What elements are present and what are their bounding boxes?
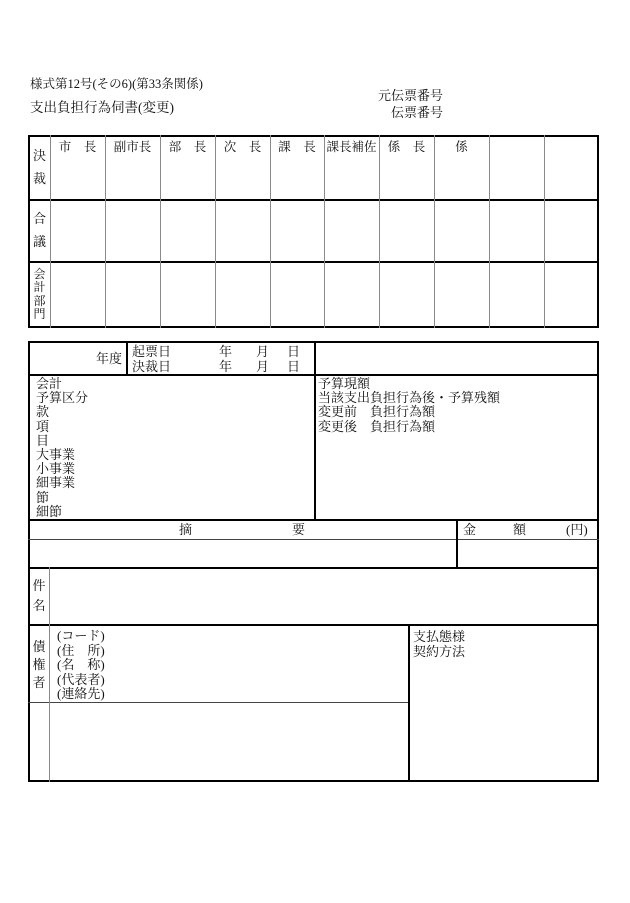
creditor-field-representative: (代表者) [57, 671, 105, 687]
amount-header-gaku: 額 [513, 522, 527, 537]
draft-date-month-label: 月 [256, 344, 270, 359]
summary-header-divider [28, 539, 599, 540]
creditor-inner-divider [28, 702, 408, 703]
approval-row-divider [28, 261, 599, 263]
amount-field-remaining-budget: 当該支出負担行為後・予算残額 [318, 390, 501, 406]
budget-field-sub-project: 細事業 [36, 475, 76, 491]
subject-row-label [29, 567, 49, 624]
approval-date-month-label: 月 [256, 359, 270, 374]
budget-field-sub-node: 細節 [36, 503, 63, 519]
creditor-field-name: (名 称) [57, 657, 105, 673]
budget-field-item: 項 [36, 418, 50, 434]
payment-field-list [413, 629, 465, 659]
consultation-row-label [29, 199, 50, 261]
col-header-unit-chief: 係 長 [387, 140, 426, 154]
col-header-deputy-mayor: 副市長 [113, 140, 152, 154]
creditor-row-label [29, 627, 49, 702]
original-slip-number-label: 元伝票番号 [378, 88, 444, 103]
draft-date-label: 起票日 [132, 344, 172, 359]
subject-row-label-text: 件名 [32, 577, 46, 613]
payment-method-label: 支払態様 [413, 629, 466, 644]
approval-row-label-text: 決裁 [33, 148, 47, 186]
approval-column-line [215, 135, 216, 328]
creditor-field-list [57, 629, 105, 702]
date-cell-divider [126, 341, 128, 374]
creditor-field-address: (住 所) [57, 642, 105, 658]
budget-field-account: 会計 [36, 376, 63, 391]
consultation-row-label-text: 合議 [33, 211, 47, 249]
form-number-label: 様式第12号(その6)(第33条関係) [30, 77, 203, 91]
summary-header-char: 摘 [178, 522, 192, 537]
subject-label-divider [49, 567, 50, 624]
creditor-field-code: (コード) [57, 628, 105, 643]
slip-number-label: 伝票番号 [391, 105, 444, 120]
form-title: 支出負担行為伺書(変更) [30, 100, 174, 115]
budget-field-object: 目 [36, 432, 50, 448]
col-header-department-head: 部 長 [168, 140, 207, 154]
budget-field-minor-project: 小事業 [36, 461, 76, 477]
accounting-dept-row-label-text: 会計部門 [33, 266, 46, 321]
approval-column-line [270, 135, 271, 328]
budget-field-major-project: 大事業 [36, 447, 76, 463]
approval-table [28, 135, 599, 328]
approval-row-divider [28, 199, 599, 201]
approval-column-line [434, 135, 435, 328]
approval-date-year-label: 年 [219, 359, 233, 374]
budget-field-budget-class: 予算区分 [36, 390, 89, 406]
approval-column-line [50, 135, 51, 328]
main-section-divider [28, 567, 599, 569]
fiscal-year-label: 年度 [95, 351, 122, 366]
draft-date-day-label: 日 [287, 344, 301, 359]
col-header-assistant-section-chief: 課長補佐 [326, 140, 377, 154]
budget-field-section: 款 [36, 404, 50, 420]
main-section-divider [28, 624, 599, 626]
approval-column-line [160, 135, 161, 328]
creditor-field-contact: (連絡先) [57, 686, 105, 702]
main-section-divider [28, 519, 599, 521]
budget-field-node: 節 [36, 489, 50, 505]
creditor-label-divider [49, 624, 50, 782]
payment-column-divider [408, 624, 410, 782]
approval-date-label: 決裁日 [132, 359, 172, 374]
approval-date-day-label: 日 [287, 359, 301, 374]
approval-column-line [544, 135, 545, 328]
contract-method-label: 契約方法 [413, 644, 466, 659]
amount-field-current-budget: 予算現額 [318, 376, 371, 391]
budget-field-list [36, 377, 88, 519]
budget-column-divider [314, 341, 316, 519]
col-header-staff: 係 [455, 140, 468, 154]
approval-row-label [29, 135, 50, 199]
draft-date-year-label: 年 [219, 344, 233, 359]
summary-header-char: 要 [292, 522, 306, 537]
amount-field-after-change: 変更後 負担行為額 [318, 418, 436, 434]
amount-field-before-change: 変更前 負担行為額 [318, 404, 436, 420]
approval-column-line [324, 135, 325, 328]
amount-column-divider [456, 519, 458, 567]
approval-column-line [105, 135, 106, 328]
col-header-deputy-director: 次 長 [223, 140, 262, 154]
summary-header [28, 523, 456, 537]
creditor-row-label-text: 債権者 [32, 638, 46, 690]
amount-header-kin: 金 [463, 522, 477, 537]
approval-column-line [489, 135, 490, 328]
amount-field-list [318, 377, 500, 434]
approval-column-line [379, 135, 380, 328]
col-header-section-chief: 課 長 [278, 140, 316, 154]
col-header-mayor: 市 長 [58, 140, 97, 154]
accounting-dept-row-label [29, 261, 50, 328]
amount-header-yen: (円) [566, 522, 588, 537]
